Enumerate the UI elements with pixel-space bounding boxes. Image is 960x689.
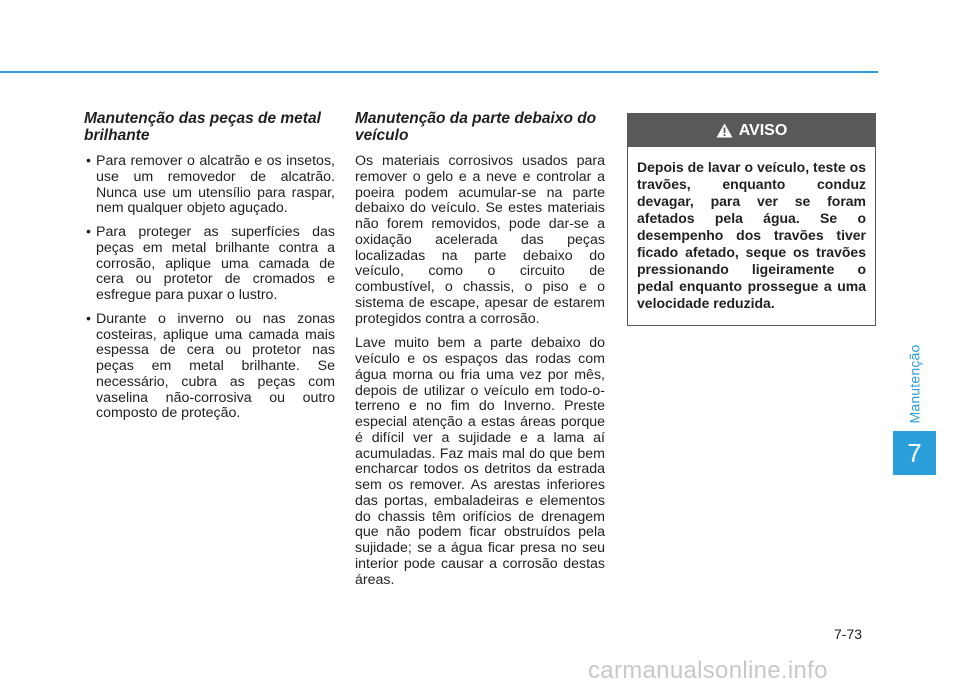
warning-title: AVISO bbox=[738, 121, 788, 139]
paragraph: Os materiais corrosivos usados para remover o gelo e a neve e controlar a poeira podem acumular-se na parte debaixo do veículo. Se estes materiais não forem removidos, pode dar-se a oxidação acelerada das peças localizadas na parte debaixo do veículo, como o circuito de combustível, o chassis, o piso e o sistema de escape, apesar de estarem protegidos contra a corrosão. bbox=[355, 153, 605, 327]
header-rule bbox=[0, 71, 878, 73]
section-heading-underbody: Manutenção da parte debaixo do veículo bbox=[355, 110, 597, 144]
warning-triangle-icon bbox=[716, 123, 733, 138]
bullet-list bbox=[84, 154, 335, 422]
section-heading-metal: Manutenção das peças de metal brilhante bbox=[84, 110, 321, 144]
paragraph: Lave muito bem a parte debaixo do veículo e os espaços das rodas com água morna ou fria uma vez por mês, depois de utilizar o veículo em todo-o-terreno e no fim do Inverno. Preste especial atenção a estas áreas porque é difícil ver a sujidade e a lama aí acumuladas. Faz mais mal do que bem encharcar todos os detritos da estrada sem os remover. As arestas inferiores das portas, embaladeiras e elementos do chassis têm orifícios de drenagem que não podem ficar obstruídos pela sujidade; se a água ficar presa no seu interior pode causar a corrosão destas áreas. bbox=[355, 335, 605, 588]
warning-box bbox=[627, 113, 876, 326]
bullet-icon: • bbox=[86, 310, 91, 327]
bullet-icon: • bbox=[86, 153, 91, 169]
bullet-text: Durante o inverno ou nas zonas costeiras, aplique uma camada mais espessa de cera ou protetor nas peças em metal brilhante. Se necessário, cubra as peças com vaselina não-corrosiva ou outro composto de proteção. bbox=[96, 310, 335, 422]
watermark: carmanualsonline.info bbox=[588, 657, 828, 684]
bullet-item bbox=[84, 225, 335, 304]
bullet-item bbox=[84, 312, 335, 422]
warning-text: Depois de lavar o veículo, teste os travões, enquanto conduz devagar, para ver se foram afetados pela água. Se o desempenho dos travões tiver ficado afetado, seque os travões pressionando ligeiramente o pedal enquanto prossegue a uma velocidade reduzida. bbox=[637, 159, 866, 311]
bullet-item bbox=[84, 154, 335, 217]
bullet-text: Para proteger as superfícies das peças em metal brilhante contra a corrosão, aplique uma camada de cera ou protetor de cromados e esfregue para puxar o lustro. bbox=[96, 224, 335, 303]
column-metal-parts bbox=[84, 110, 335, 430]
section-side-label bbox=[895, 340, 935, 428]
warning-header bbox=[628, 114, 875, 147]
page-number: 7-73 bbox=[834, 626, 863, 642]
bullet-icon: • bbox=[86, 224, 91, 240]
bullet-text: Para remover o alcatrão e os insetos, use um removedor de alcatrão. Nunca use um utensílio para raspar, nem qualquer objeto aguçado. bbox=[96, 153, 335, 217]
column-underbody bbox=[355, 110, 605, 597]
section-label-text: Manutenção bbox=[907, 344, 923, 424]
chapter-tab: 7 bbox=[893, 431, 936, 475]
